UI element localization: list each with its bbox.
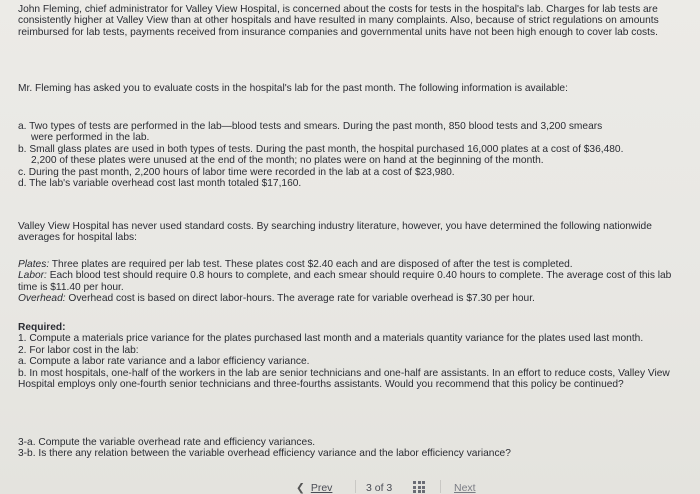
list-item-line: c. During the past month, 2,200 hours of labor time were recorded in the lab at a cost of $23,980. bbox=[18, 166, 455, 178]
ask-paragraph bbox=[18, 83, 683, 94]
next-button[interactable]: Next bbox=[454, 482, 476, 494]
pagination-bar bbox=[0, 478, 700, 494]
overhead-label: Overhead: bbox=[18, 293, 66, 305]
list-item-line: d. The lab's variable overhead cost last month totaled $17,160. bbox=[18, 178, 302, 190]
prev-button[interactable] bbox=[296, 482, 332, 494]
chevron-left-icon: ❮ bbox=[296, 482, 305, 494]
divider bbox=[440, 480, 441, 493]
labor-text: Each blood test should require 0.8 hours to complete, and each smear should require 0.40 hours to complete. The average cost of this lab time is $11.40 per hour. bbox=[18, 270, 672, 293]
labor-standard bbox=[18, 270, 683, 293]
info-list bbox=[18, 121, 683, 189]
grid-icon[interactable] bbox=[413, 481, 425, 493]
overhead-standard bbox=[18, 293, 683, 304]
overhead-text: Overhead cost is based on direct labor-hours. The average rate for variable overhead is $7.30 per hour. bbox=[65, 293, 535, 305]
list-item bbox=[18, 121, 683, 144]
divider bbox=[355, 480, 356, 493]
intro-text: John Fleming, chief administrator for Valley View Hospital, is concerned about the costs for tests in the hospital's lab. Charges for lab tests are consistently higher at Valley View than at other hospitals and have resulted in many complaints. Also, because of strict regulations on amounts reimbursed for lab tests, payments received from insurance companies and governmental units have not been high enough to cover lab costs. bbox=[18, 4, 659, 38]
question-2b: b. In most hospitals, one-half of the workers in the lab are senior technicians and one-half are assistants. In an effort to reduce costs, Valley View Hospital employs only one-fourth senior technicians and three-fourths assistants. Would you recommend that this policy be continued? bbox=[18, 367, 670, 391]
list-item-line: b. Small glass plates are used in both types of tests. During the past month, the hospital purchased 16,000 plates at a cost of $36,480. bbox=[18, 143, 624, 155]
question-2: 2. For labor cost in the lab: bbox=[18, 344, 139, 356]
required-part-3 bbox=[18, 437, 683, 460]
plates-label: Plates: bbox=[18, 259, 50, 270]
list-item bbox=[18, 144, 683, 167]
list-item-continuation: were performed in the lab. bbox=[31, 132, 150, 144]
required-title: Required: bbox=[18, 322, 66, 333]
standards-intro-text: Valley View Hospital has never used standard costs. By searching industry literature, however, you have determined the following nationwide averages for hospital labs: bbox=[18, 221, 652, 244]
question-2a: a. Compute a labor rate variance and a labor efficiency variance. bbox=[18, 356, 310, 368]
prev-label: Prev bbox=[310, 482, 333, 494]
list-item-continuation: 2,200 of these plates were unused at the end of the month; no plates were on hand at the beginning of the month. bbox=[31, 155, 544, 167]
question-3b: 3-b. Is there any relation between the variable overhead efficiency variance and the labor efficiency variance? bbox=[18, 448, 511, 460]
standards-block bbox=[18, 259, 683, 305]
list-item bbox=[18, 167, 683, 178]
required-block bbox=[18, 322, 683, 390]
question-3a: 3-a. Compute the variable overhead rate and efficiency variances. bbox=[18, 437, 316, 448]
labor-label: Labor: bbox=[18, 270, 47, 282]
page-indicator: 3 of 3 bbox=[366, 482, 393, 494]
ask-text: Mr. Fleming has asked you to evaluate costs in the hospital's lab for the past month. The following information is available: bbox=[18, 83, 568, 94]
question-1: 1. Compute a materials price variance for the plates purchased last month and a materials quantity variance for the plates used last month. bbox=[18, 333, 644, 345]
plates-text: Three plates are required per lab test. These plates cost $2.40 each and are disposed of after the test is completed. bbox=[49, 259, 573, 270]
standards-intro bbox=[18, 221, 683, 244]
list-item-line: a. Two types of tests are performed in the lab—blood tests and smears. During the past month, 850 blood tests and 3,200 smears bbox=[18, 121, 603, 132]
intro-paragraph bbox=[18, 4, 683, 38]
plates-standard bbox=[18, 259, 683, 270]
list-item bbox=[18, 178, 683, 189]
